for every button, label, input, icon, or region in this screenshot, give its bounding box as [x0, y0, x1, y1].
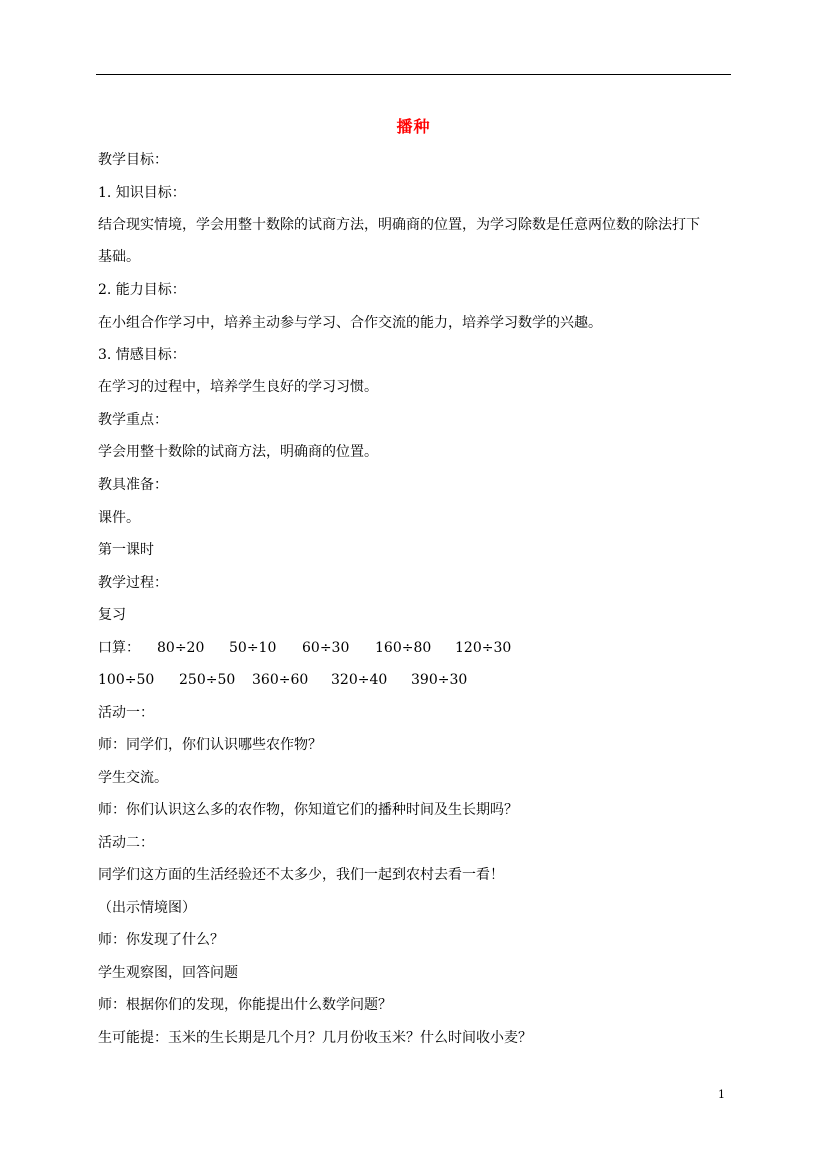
text-line: 师：根据你们的发现，你能提出什么数学问题？: [98, 997, 392, 1013]
header-rule: [96, 74, 731, 75]
oral-calc-item: 50÷10: [229, 640, 277, 656]
oral-calc-item: 360÷60: [252, 672, 309, 688]
oral-calc-item: 250÷50: [179, 672, 236, 688]
text-line: 基础。: [98, 249, 140, 265]
text-line: 师：同学们，你们认识哪些农作物？: [98, 737, 322, 753]
text-line: 教具准备：: [98, 477, 168, 493]
text-line: 第一课时: [98, 542, 154, 558]
oral-calc-label: 口算：: [98, 640, 140, 656]
text-line: 在学习的过程中，培养学生良好的学习习惯。: [98, 379, 378, 395]
oral-calc-item: 160÷80: [375, 640, 432, 656]
text-line: 1. 知识目标：: [98, 185, 186, 201]
text-line: 学生交流。: [98, 770, 168, 786]
text-line: 教学目标：: [98, 152, 168, 168]
text-line: 活动二：: [98, 835, 154, 851]
oral-calc-item: 100÷50: [98, 672, 155, 688]
oral-calc-item: 320÷40: [331, 672, 388, 688]
text-line: 2. 能力目标：: [98, 282, 186, 298]
text-line: 师：你们认识这么多的农作物，你知道它们的播种时间及生长期吗？: [98, 802, 518, 818]
text-line: 结合现实情境，学会用整十数除的试商方法，明确商的位置，为学习除数是任意两位数的除法打下: [98, 217, 700, 233]
page-title: 播种: [396, 117, 431, 136]
text-line: 活动一：: [98, 705, 154, 721]
page-number: 1: [718, 1088, 725, 1101]
oral-calc-item: 80÷20: [157, 640, 205, 656]
text-line: 复习: [98, 607, 126, 623]
text-line: 教学过程：: [98, 575, 168, 591]
text-line: 师：你发现了什么？: [98, 932, 224, 948]
text-line: 学生观察图，回答问题: [98, 965, 238, 981]
text-line: 课件。: [98, 510, 140, 526]
text-line: 3. 情感目标：: [98, 347, 186, 363]
text-line: 教学重点：: [98, 412, 168, 428]
oral-calc-item: 120÷30: [455, 640, 512, 656]
text-line: 学会用整十数除的试商方法，明确商的位置。: [98, 444, 378, 460]
text-line: （出示情境图）: [98, 900, 196, 916]
text-line: 生可能提：玉米的生长期是几个月？几月份收玉米？什么时间收小麦？: [98, 1030, 532, 1046]
oral-calc-item: 60÷30: [302, 640, 350, 656]
text-line: 同学们这方面的生活经验还不太多少，我们一起到农村去看一看！: [98, 867, 504, 883]
text-line: 在小组合作学习中，培养主动参与学习、合作交流的能力，培养学习数学的兴趣。: [98, 315, 602, 331]
oral-calc-item: 390÷30: [411, 672, 468, 688]
